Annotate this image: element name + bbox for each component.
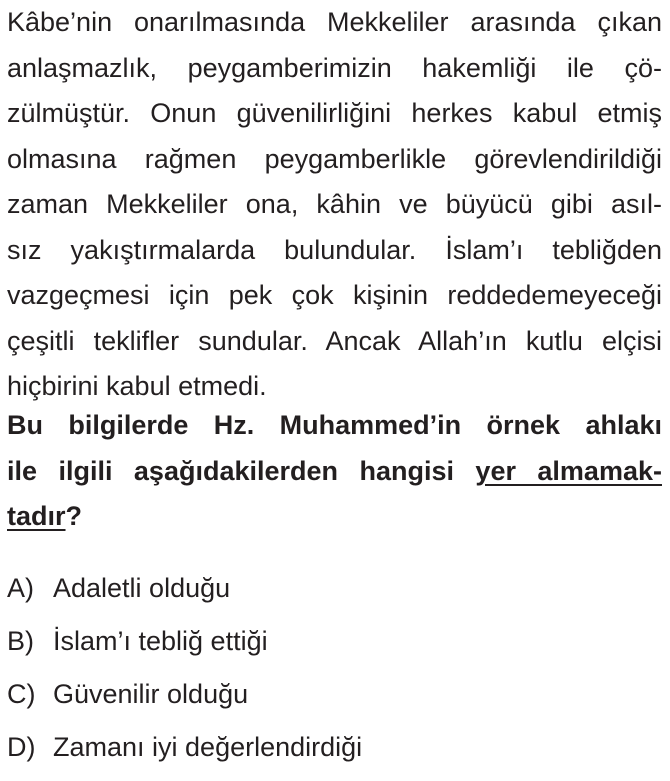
option-letter: A) [7, 573, 34, 603]
question-line-2-text: ile ilgili aşağıdakilerden hangisi [7, 455, 476, 486]
passage-line: vazgeçmesi için pek çok kişinin reddedemeyeceği [7, 280, 662, 310]
passage-line: olmasına rağmen peygamberlikle görevlendirildiği [7, 143, 662, 174]
question-emphasis-2: tadır [7, 501, 66, 531]
option-letter: D) [7, 732, 36, 762]
option-text: Güvenilir olduğu [53, 679, 249, 709]
option-text: Zamanı iyi değerlendirdiği [53, 732, 363, 762]
question-line-3 [7, 494, 662, 540]
option-letter: B) [7, 626, 34, 656]
passage-text [7, 0, 662, 410]
question-line-1: Bu bilgilerde Hz. Muhammed’in örnek ahlakı [7, 410, 662, 440]
question-line-2 [7, 449, 662, 495]
passage-line: zülmüştür. Onun güvenilirliğini herkes kabul etmiş [7, 98, 662, 128]
passage-line: çeşitli teklifler sundular. Ancak Allah’ın kutlu elçisi [7, 325, 662, 356]
option-d[interactable] [7, 721, 662, 774]
passage-line: anlaşmazlık, peygamberimizin hakemliği ile çö- [7, 52, 662, 83]
option-text: Adaletli olduğu [53, 573, 231, 603]
option-c[interactable] [7, 668, 662, 721]
question-emphasis-1: yer almamak- [475, 455, 662, 486]
option-a[interactable] [7, 562, 662, 615]
answer-options [7, 562, 662, 774]
option-letter: C) [7, 679, 36, 709]
option-text: İslam’ı tebliğ ettiği [53, 626, 268, 656]
question-mark: ? [65, 501, 83, 531]
passage-line: Kâbe’nin onarılmasında Mekkeliler arasında çıkan [7, 7, 662, 37]
passage-line: zaman Mekkeliler ona, kâhin ve büyücü gibi asıl- [7, 189, 662, 219]
passage-line: hiçbirini kabul etmedi. [7, 371, 267, 401]
question-stem [7, 403, 662, 540]
passage-line: sız yakıştırmalarda bulundular. İslam’ı tebliğden [7, 234, 662, 265]
option-b[interactable] [7, 615, 662, 668]
